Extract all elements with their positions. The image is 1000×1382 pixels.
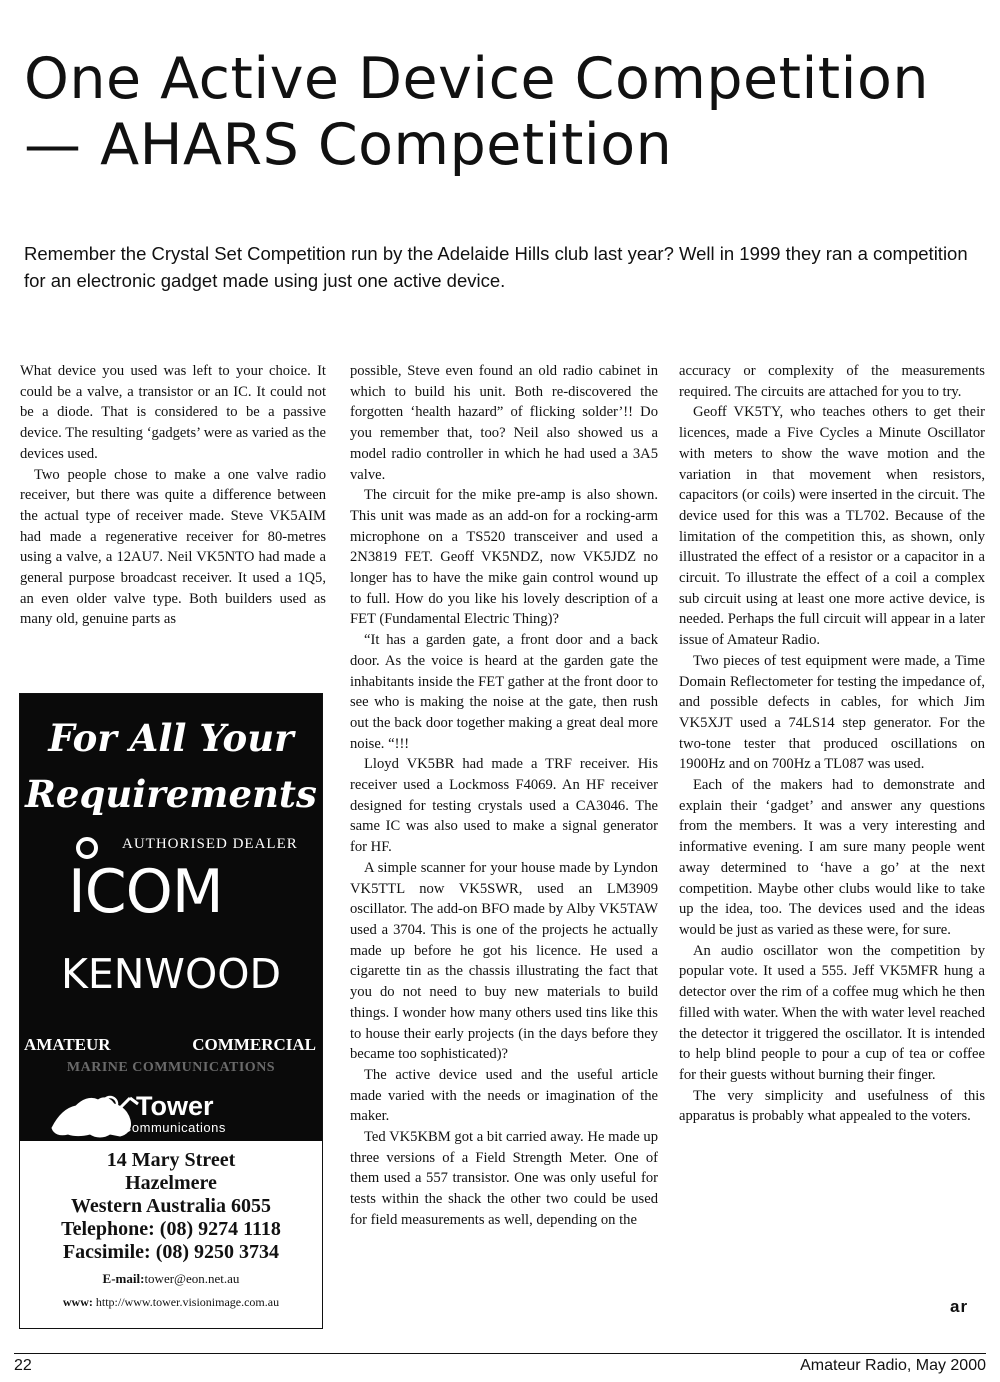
title-line-2: — AHARS Competition: [24, 112, 673, 178]
advert-headline-line-1: For All Your: [48, 716, 294, 760]
tower-advertisement: [19, 693, 323, 1329]
paragraph: A simple scanner for your house made by Lyndon VK5TTL now VK5SWR, used an LM3909 oscillator. The add-on BFO made by Alby VK5TAW used a 3704. This is one of the projects he actually made up before he got his licence. He used a cigarette tin as the chassis illustrating the fact that you do not need to buy new materials to build things. I wonder how many others used tins like this to house their early projects (in the days before they became too sophisticated)?: [350, 859, 658, 1063]
advert-email: [20, 1271, 322, 1287]
paragraph: What device you used was left to your choice. It could be a valve, a transistor or an IC. It could not be a diode. That is considered to be a passive device. The resulting ‘gadgets’ were as varied as the devices used.: [20, 363, 326, 462]
web-label: www:: [62, 1295, 93, 1309]
article-intro: Remember the Crystal Set Competition run by the Adelaide Hills club last year? Well in 1999 they ran a competition for an electronic gadget made using just one active device.: [24, 243, 968, 291]
page-number: 22: [14, 1357, 32, 1374]
kenwood-logo: KENWOOD: [60, 950, 282, 998]
paragraph: The circuit for the mike pre-amp is also shown. This unit was made as an add-on for a rocking-arm microphone on a TS520 transceiver and used a 2N3819 FET. Geoff VK5NDZ, now VK5JDZ no longer has to have the mike gain control wound up to full. How do you like his lovely description of a FET (Fundamental Electric Thing)?: [350, 487, 658, 628]
address-line-2: Hazelmere: [125, 1172, 217, 1194]
communications-logo-text: Communications: [122, 1120, 226, 1135]
advert-dark-panel: [20, 694, 322, 1141]
paragraph: Geoff VK5TY, who teaches others to get their licences, made a Five Cycles a Minute Oscillator with meters to show the wave motion and the variation in that movement when resistors, capacitors (or coils) were inserted in the circuit. The device used for this was a TL702. Because of the limitation of the competition this, as shown, only illustrated the effect of a resistor or a capacitor in a circuit. To illustrate the effect of a coil a complex sub circuit using at least one more active device, is needed. Perhaps the full circuit will appear in a later issue of Amateur Radio.: [679, 404, 985, 649]
advert-address: [20, 1149, 322, 1264]
column-2: [350, 361, 658, 1231]
article-title: [24, 46, 984, 178]
paragraph: Each of the makers had to demonstrate and explain their ‘gadget’ and answer any questions from the members. It was a very interesting and informative evening. I am sure many people went away determined to ‘have a go’ at the next competition. Maybe other clubs would like to take up the idea, too. The devices used and the ideas would be just as varied as these were, for sure.: [679, 777, 985, 938]
end-mark: ar: [950, 1297, 969, 1316]
paragraph: possible, Steve even found an old radio cabinet in which to build his unit. Both re-discovered the forgotten ‘health hazard” of flicking solder’!! Do you remember that, too? Neil also showed us a model radio controller in which he had used a 3A5 valve.: [350, 363, 658, 483]
facsimile: Facsimile: (08) 9250 3734: [62, 1241, 280, 1263]
advert-headline-line-2: Requirements: [25, 772, 317, 816]
paragraph: Lloyd VK5BR had made a TRF receiver. His receiver used a Lockmoss F4069. An HF receiver designed for testing crystals used a CA3046. The same IC was also used to make a signal generator for HF.: [350, 756, 658, 856]
icom-logo: ICOM: [68, 857, 223, 927]
advert-headline: [20, 710, 322, 822]
paragraph: accuracy or complexity of the measurements required. The circuits are attached for you to try.: [679, 363, 985, 400]
authorised-dealer-label: AUTHORISED DEALER: [122, 836, 298, 852]
footer-rule: [14, 1353, 986, 1354]
paragraph: The active device used and the useful article made varied with the needs or imagination of the maker.: [350, 1066, 658, 1125]
paragraph: Two pieces of test equipment were made, a Time Domain Reflectometer for testing the impedance of, and possible defects in cables, for which Jim VK5XJT used a 74LS14 step generator. For the two-tone tester that produced oscillations on 1900Hz and on 700Hz a TL087 was used.: [679, 652, 985, 773]
telephone: Telephone: (08) 9274 1118: [61, 1218, 281, 1240]
address-line-1: 14 Mary Street: [106, 1149, 236, 1171]
column-3: [679, 361, 985, 1127]
magazine-issue: Amateur Radio, May 2000: [800, 1357, 986, 1374]
icom-logo-dot-icon: [76, 837, 98, 859]
email-label: E-mail:: [102, 1271, 145, 1286]
tower-logo-text: Tower: [136, 1091, 214, 1121]
paragraph: Ted VK5KBM got a bit carried away. He made up three versions of a Field Strength Meter. One of them used a 557 transistor. One was only useful for tests within the shack the other two could be used for field measurements as well, depending on the: [350, 1129, 658, 1228]
paragraph: Two people chose to make a one valve radio receiver, but there was quite a difference between the actual type of receiver made. Steve VK5AIM had made a regenerative receiver for 80-metres using a valve, a 12AU7. Neil VK5NTO had made a general purpose broadcast receiver. It used a 1Q5, an even older valve type. Both builders used as many old, genuine parts as: [20, 466, 326, 628]
amateur-label: AMATEUR: [24, 1035, 111, 1054]
paragraph: The very simplicity and usefulness of this apparatus is probably what appealed to the voters.: [679, 1087, 985, 1125]
marine-communications-label: MARINE COMMUNICATIONS: [66, 1060, 276, 1075]
web-address: http://www.tower.visionimage.com.au: [95, 1295, 280, 1309]
paragraph: “It has a garden gate, a front door and a back door. As the voice is heard at the garden gate the inhabitants inside the FET gather at the front door to see who is making the noise at the gate, then rush out the back door together making a great deal more noise. “!!!: [350, 632, 658, 752]
paragraph: An audio oscillator won the competition by popular vote. It used a 555. Jeff VK5MFR hung a detector over the rim of a coffee mug which he then filled with water. When the with water level reached the detector it triggered the oscillator. It is intended to help blind people to pour a cup of tea or coffee for their guests without burning their finger.: [679, 942, 985, 1083]
commercial-label: COMMERCIAL: [192, 1035, 316, 1054]
title-line-1: One Active Device Competition: [24, 46, 929, 112]
email-address: tower@eon.net.au: [144, 1271, 240, 1286]
advert-web: [20, 1295, 322, 1310]
column-1: [20, 361, 326, 630]
address-line-3: Western Australia 6055: [71, 1195, 271, 1217]
